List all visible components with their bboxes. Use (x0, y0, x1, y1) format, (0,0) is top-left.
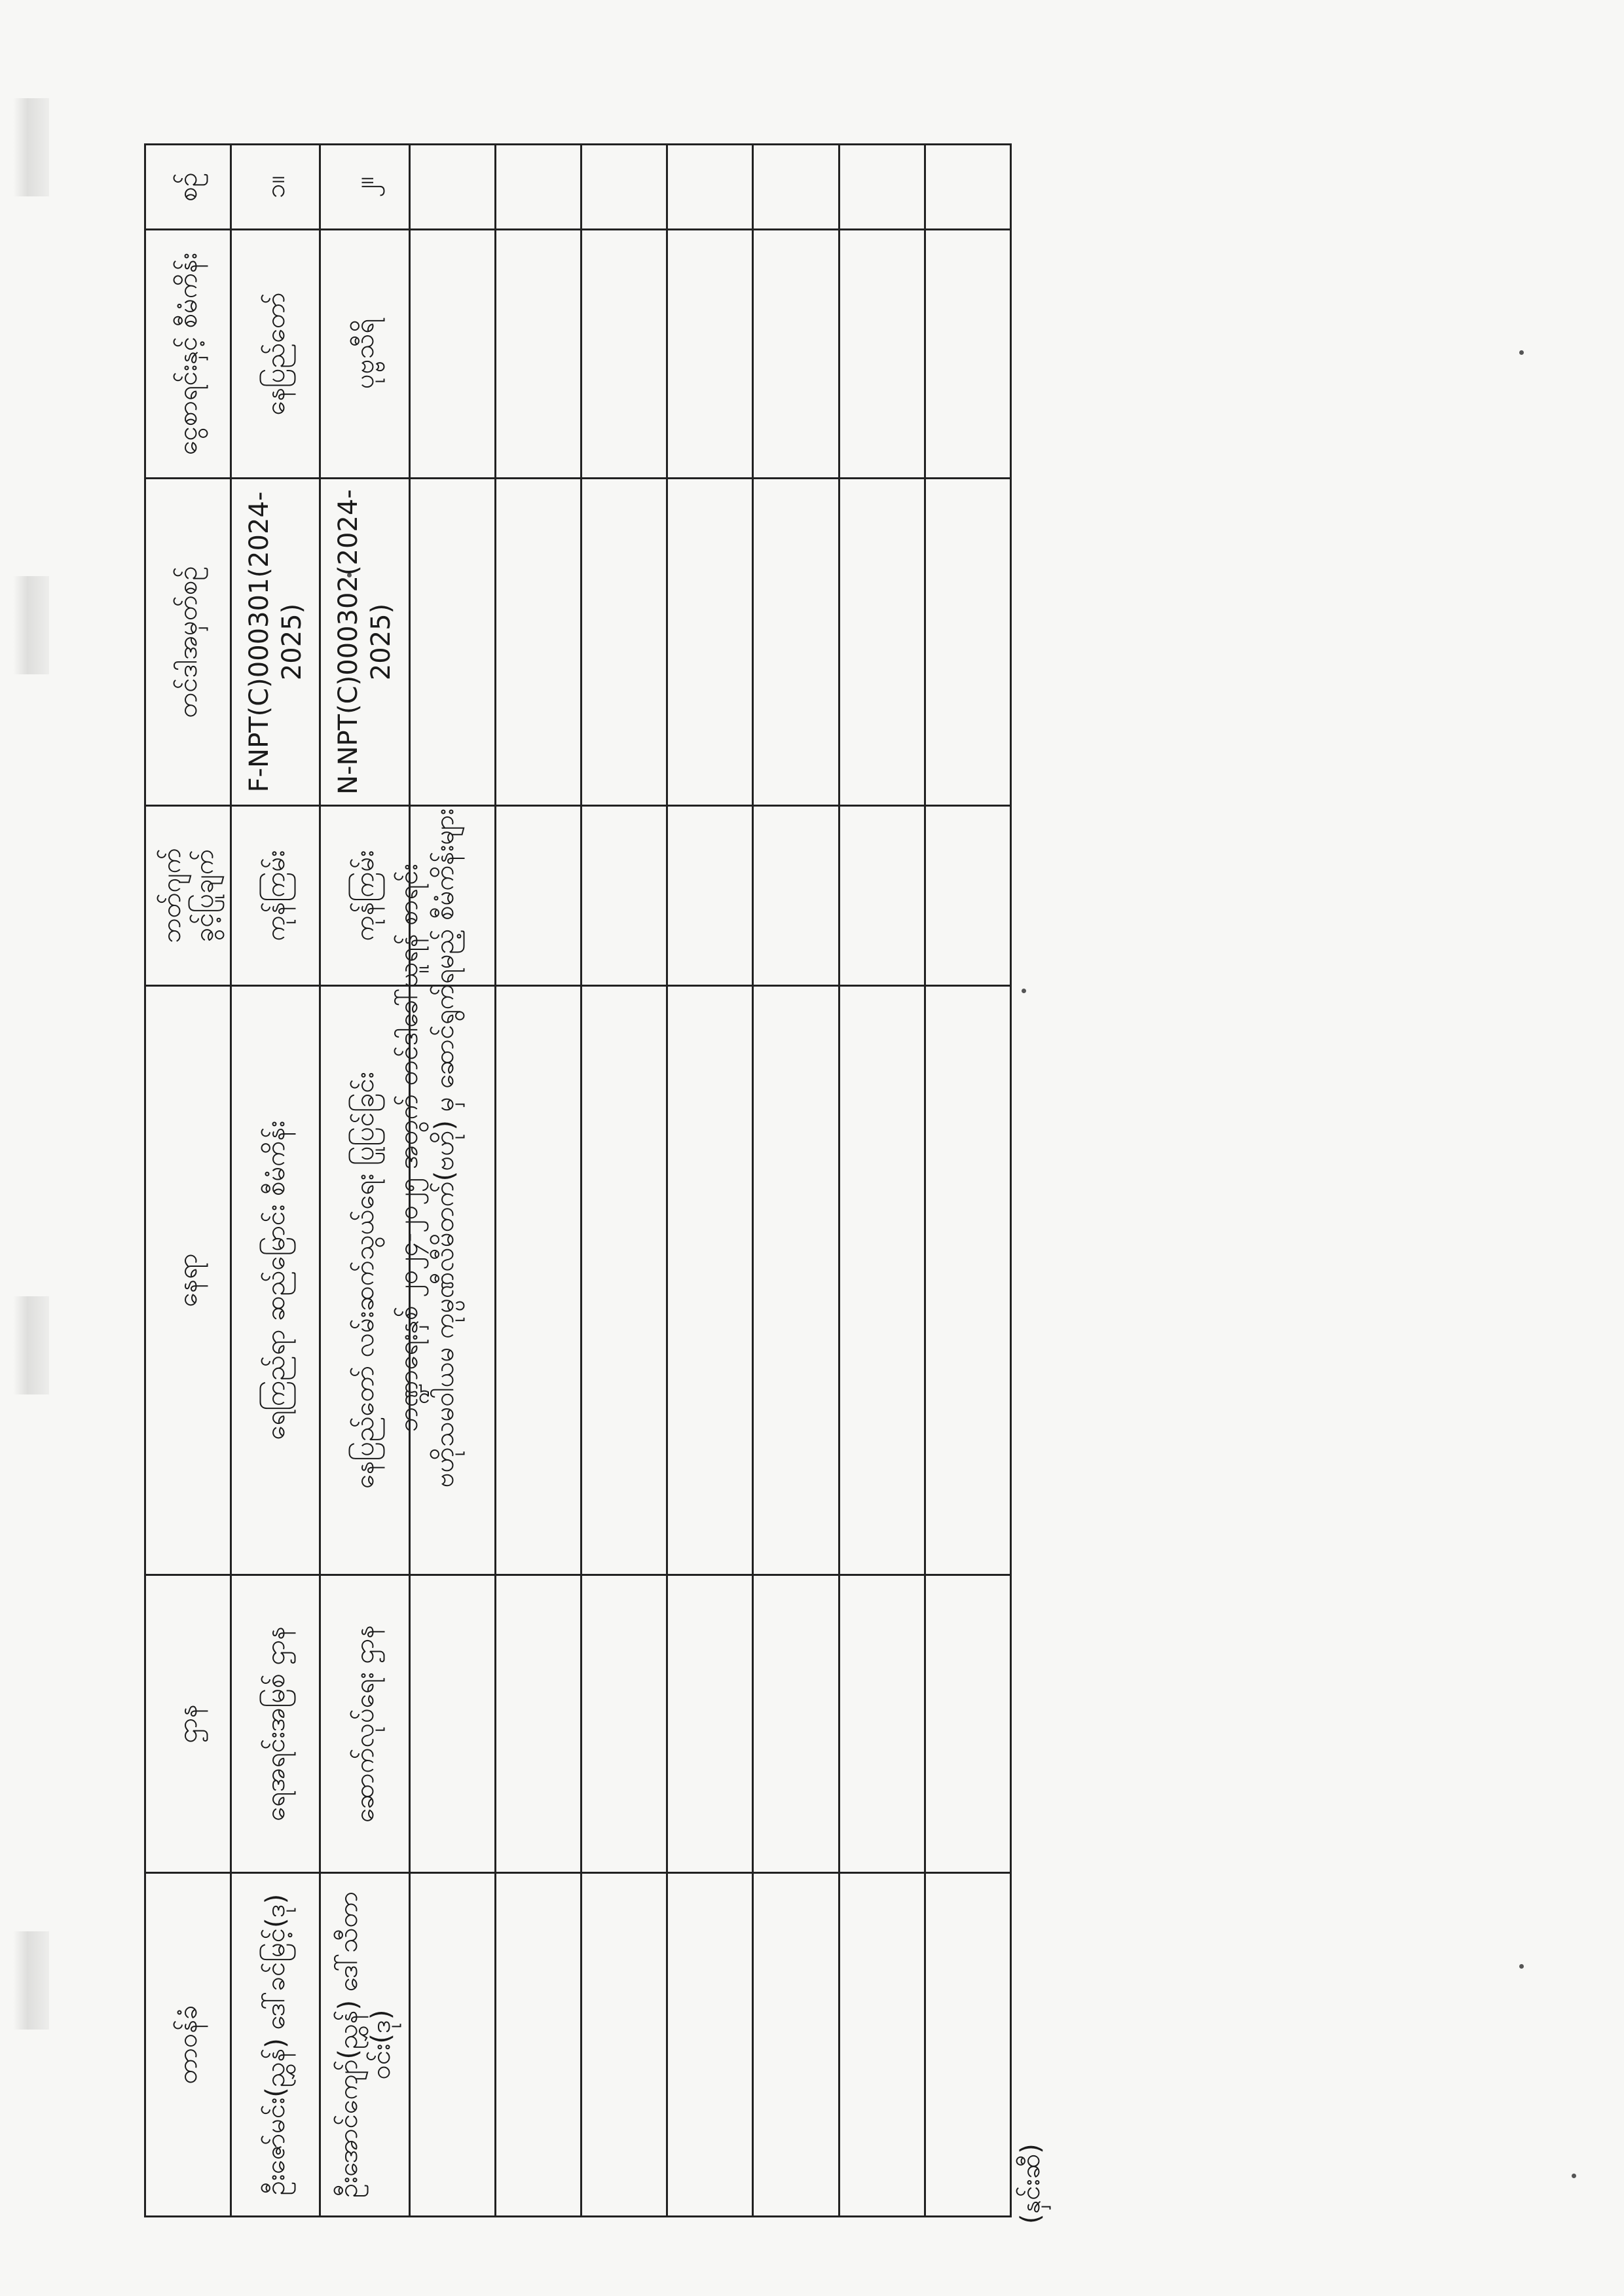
cell-budget: ကုန်ကြမ်း (231, 806, 320, 986)
cell-responsible: ဦးဇော်မင်း(ညွှန်) ဒေါ်ခင်မြင့်(ဒု) (231, 1873, 320, 2217)
empty-cell (667, 1873, 753, 2217)
cell-responsible: ဦးအောင်ကျော်(ညွှန်) ဒေါ်သီတာဝင်း(ဒု) (320, 1873, 409, 2217)
empty-cell (409, 806, 495, 986)
cell-tender-no: F-NPT(C)000301(2024-2025) (231, 479, 320, 806)
empty-cell (581, 1873, 667, 2217)
empty-cell (839, 1873, 925, 2217)
empty-cell (753, 230, 839, 479)
col-header-budget: ဘတ်ဂျက် ခွင့်ပြုချက် (145, 806, 231, 986)
empty-cell (925, 806, 1010, 986)
table-row-empty (581, 145, 667, 2217)
empty-cell (409, 479, 495, 806)
empty-cell (495, 806, 581, 986)
table-header-row (145, 145, 231, 2217)
empty-cell (581, 986, 667, 1575)
empty-cell (495, 986, 581, 1575)
empty-cell (409, 986, 495, 1575)
empty-cell (495, 479, 581, 806)
empty-cell (839, 230, 925, 479)
empty-cell (839, 479, 925, 806)
empty-cell (839, 1575, 925, 1873)
col-header-responsible: တာဝန်ခံ (145, 1873, 231, 2217)
col-header-location: နေရာ (145, 986, 231, 1575)
cell-project-name: နေပြည်တော် (231, 230, 320, 479)
empty-cell (925, 230, 1010, 479)
table-row-empty (495, 145, 581, 2217)
empty-cell (581, 230, 667, 479)
empty-cell (409, 145, 495, 230)
empty-cell (839, 806, 925, 986)
empty-cell (667, 986, 753, 1575)
empty-cell (409, 1575, 495, 1873)
empty-cell (409, 230, 495, 479)
table-row (231, 145, 320, 2217)
empty-cell (925, 479, 1010, 806)
tender-table (144, 143, 1012, 2217)
empty-cell (753, 145, 839, 230)
table-row-empty (409, 145, 495, 2217)
col-header-serial: စဉ် (145, 145, 231, 230)
empty-cell (495, 1575, 581, 1873)
table-row-empty (839, 145, 925, 2217)
table-row (320, 145, 409, 2217)
empty-cell (581, 479, 667, 806)
empty-cell (667, 145, 753, 230)
empty-cell (495, 230, 581, 479)
empty-cell (753, 479, 839, 806)
empty-cell (925, 1873, 1010, 2217)
empty-cell (925, 986, 1010, 1575)
empty-cell (753, 1873, 839, 2217)
empty-cell (495, 1873, 581, 2217)
cell-serial: ၁။ (231, 145, 320, 230)
col-header-tender-no: တင်ဒါအမှတ်စဉ် (145, 479, 231, 806)
cell-department: ရေအရင်းအမြစ် ဌာန (231, 1575, 320, 1873)
table-row-empty (925, 145, 1010, 2217)
empty-cell (581, 806, 667, 986)
empty-cell (581, 145, 667, 230)
table-row-empty (753, 145, 839, 2217)
cell-department: ဆောက်လုပ်ရေး ဌာန (320, 1575, 409, 1873)
cell-serial: ၂။ (320, 145, 409, 230)
empty-cell (667, 230, 753, 479)
empty-cell (667, 479, 753, 806)
unit-note: (နှင်းဆီ) (1016, 2143, 1046, 2224)
empty-cell (495, 145, 581, 230)
col-header-project-name: ငွေစာရင်းနှင့် စီမံကိန်း (145, 230, 231, 479)
empty-cell (925, 1575, 1010, 1873)
cell-location: ရေကြည်ရာ ဆည်မြောင်း စီမံကိန်း (231, 986, 320, 1575)
cell-project-name: ပုဗ္ဗသီရိ (320, 230, 409, 479)
document-subtitle: ဗဟိုသမဝါယမ ကုမ္ပဏီလီမိတက်(ဗဟို) မှ ဆောင်ရွက်ရမည့် စီမံကိန်းများ (430, 808, 460, 1488)
cell-tender-no: N-NPT(C)000302(2024-2025) (320, 479, 409, 806)
document-title: ဘဏ္ဍာရေးနှစ် ၂၀၂၄-၂၀၂၅ အတွက် တင်ဒါခေါ်ယူရန် စာရင်း (394, 864, 424, 1432)
cell-location: နေပြည်တော် လမ်းဆက်သွယ်ရေး ပြုပြင်ခြင်း (320, 986, 409, 1575)
empty-cell (839, 145, 925, 230)
cell-budget: ကုန်ကြမ်း (320, 806, 409, 986)
empty-cell (753, 806, 839, 986)
empty-cell (839, 986, 925, 1575)
table-row-empty (667, 145, 753, 2217)
empty-cell (581, 1575, 667, 1873)
blank-rows (409, 145, 1010, 2217)
empty-cell (667, 1575, 753, 1873)
col-header-department: ဌာန (145, 1575, 231, 1873)
empty-cell (409, 1873, 495, 2217)
empty-cell (925, 145, 1010, 230)
empty-cell (667, 806, 753, 986)
empty-cell (753, 986, 839, 1575)
empty-cell (753, 1575, 839, 1873)
